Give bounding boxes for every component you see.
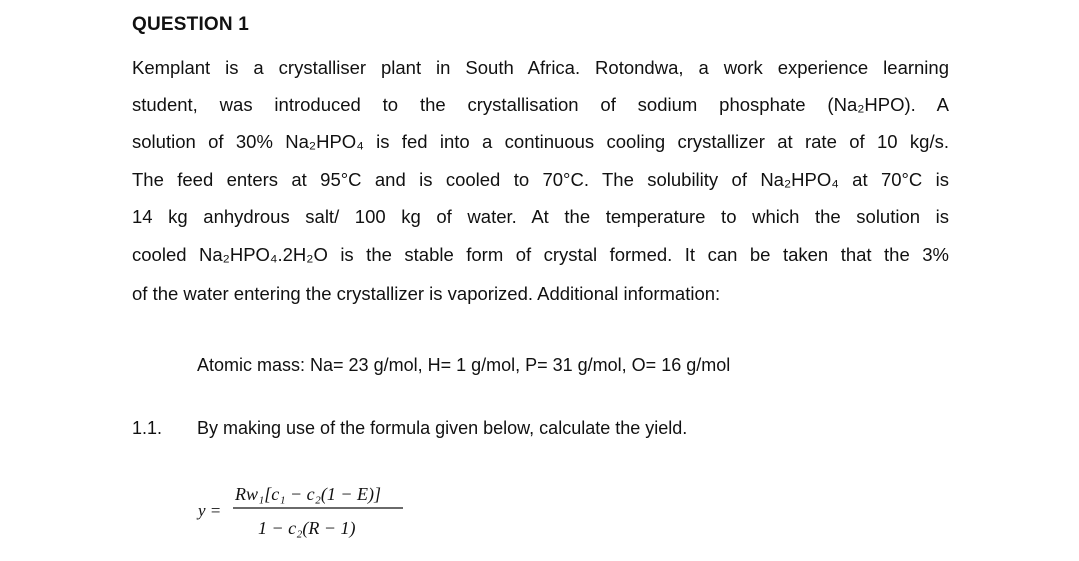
formula-lhs: y =	[198, 501, 222, 520]
formula-numerator: Rw₁[c₁ − c₂(1 − E)]	[235, 484, 382, 504]
paragraph-line-6: cooled Na₂HPO₄.2H₂O is the stable form of crystal formed. It can be taken that the 3%	[132, 244, 949, 265]
atomic-mass-info: Atomic mass: Na= 23 g/mol, H= 1 g/mol, P= 31 g/mol, O= 16 g/mol	[197, 355, 731, 375]
paragraph-line-5: 14 kg anhydrous salt/ 100 kg of water. At the temperature to which the solution is	[132, 206, 949, 227]
paragraph-line-4: The feed enters at 95°C and is cooled to 70°C. The solubility of Na₂HPO₄ at 70°C is	[132, 169, 949, 190]
question-text: By making use of the formula given below, calculate the yield.	[197, 418, 688, 438]
paragraph-line-3: solution of 30% Na₂HPO₄ is fed into a continuous cooling crystallizer at rate of 10 kg/s.	[132, 131, 949, 152]
paragraph-line-2: student, was introduced to the crystallisation of sodium phosphate (Na₂HPO). A	[132, 94, 949, 115]
yield-formula	[196, 476, 416, 546]
question-title: QUESTION 1	[132, 14, 250, 35]
paragraph-line-7: of the water entering the crystallizer is vaporized. Additional information:	[132, 283, 721, 304]
formula-denominator: 1 − c₂(R − 1)	[258, 518, 356, 538]
question-number: 1.1.	[132, 418, 163, 438]
paragraph-line-1: Kemplant is a crystalliser plant in South Africa. Rotondwa, a work experience learning	[132, 57, 949, 78]
